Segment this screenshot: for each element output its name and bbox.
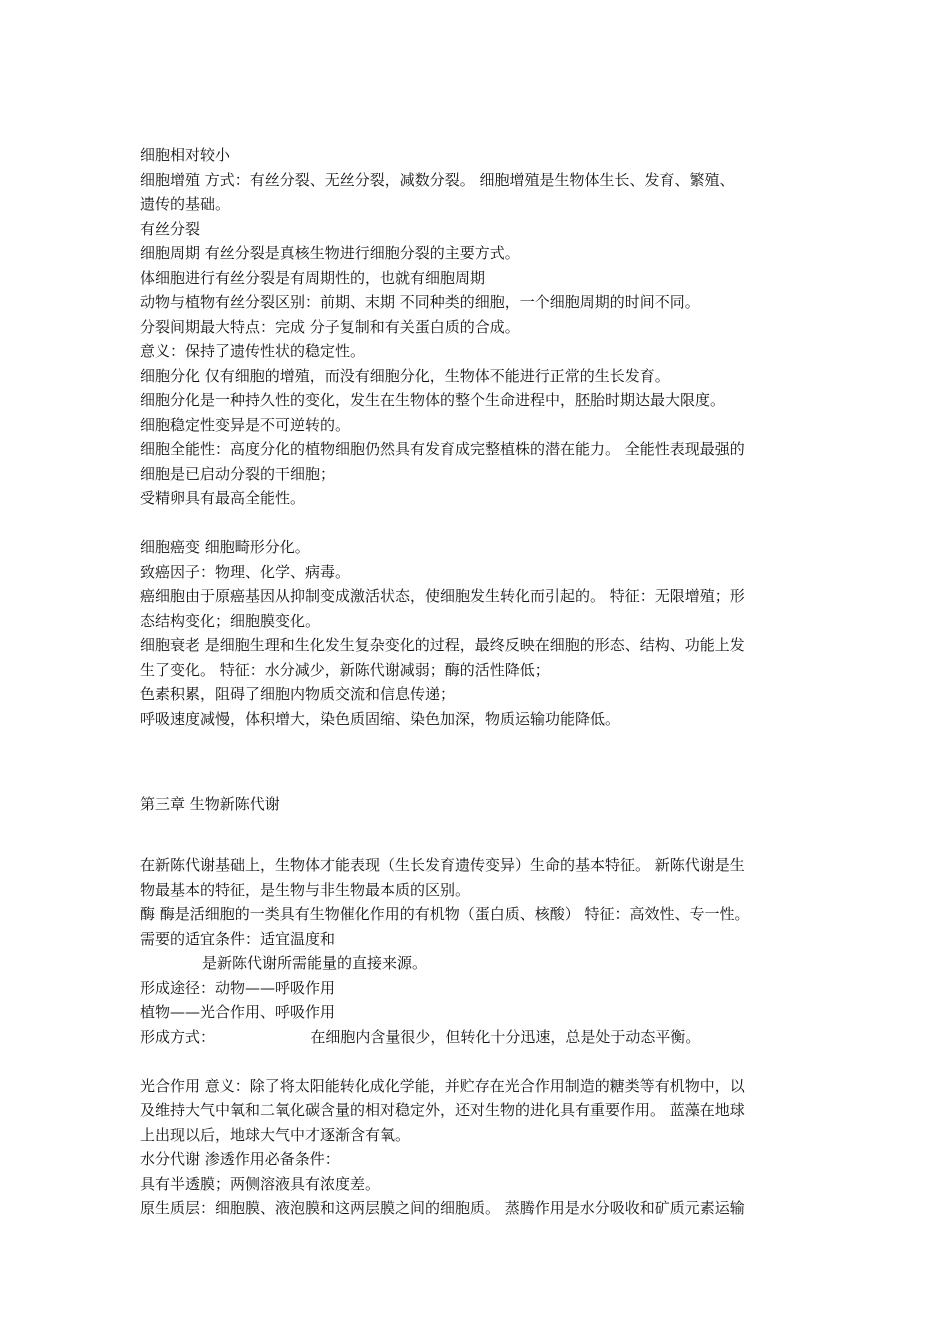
text-line: 细胞是已启动分裂的干细胞； xyxy=(140,464,336,483)
text-line: 致癌因子：物理、化学、病毒。 xyxy=(140,562,351,581)
text-line: 细胞相对较小 xyxy=(140,146,231,164)
text-line: 酶 酶是活细胞的一类具有生物催化作用的有机物（蛋白质、核酸） 特征：高效性、专一性。 xyxy=(140,905,750,923)
text-line: 物最基本的特征，是生物与非生物最本质的区别。 xyxy=(140,880,471,899)
paragraph-gap xyxy=(140,780,820,792)
text-line: 细胞周期 有丝分裂是真核生物进行细胞分裂的主要方式。 xyxy=(140,244,520,262)
text-line: 细胞衰老 是细胞生理和生化发生复杂变化的过程，最终反映在细胞的形态、结构、功能上发 xyxy=(140,636,745,654)
paragraph-gap xyxy=(140,817,820,842)
top-margin xyxy=(140,0,820,143)
text-line: 具有半透膜；两侧溶液具有浓度差。 xyxy=(140,1174,381,1193)
text-line: 分裂间期最大特点：完成 分子复制和有关蛋白质的合成。 xyxy=(140,317,520,336)
text-line: 生了变化。 特征：水分减少，新陈代谢减弱；酶的活性降低； xyxy=(140,660,550,679)
text-line: 需要的适宜条件：适宜温度和 xyxy=(140,929,336,948)
text-line: 植物——光合作用、呼吸作用 xyxy=(140,1003,336,1021)
section-cancer-aging xyxy=(140,535,820,731)
text-line: 细胞全能性：高度分化的植物细胞仍然具有发育成完整植株的潜在能力。 全能性表现最强的 xyxy=(140,440,745,458)
section-cell-division xyxy=(140,143,820,511)
paragraph-gap xyxy=(140,1049,820,1074)
paragraph-gap xyxy=(140,511,820,536)
paragraph-gap xyxy=(140,731,820,780)
document-page xyxy=(140,0,820,1221)
text-line: 是新陈代谢所需能量的直接来源。 xyxy=(140,954,427,972)
text-line: 细胞稳定性变异是不可逆转的。 xyxy=(140,415,351,434)
section-metabolism xyxy=(140,853,820,1049)
text-line: 在新陈代谢基础上，生物体才能表现（生长发育遗传变异）生命的基本特征。 新陈代谢是生 xyxy=(140,856,745,874)
text-line: 遗传的基础。 xyxy=(140,195,231,213)
text-line: 细胞癌变 细胞畸形分化。 xyxy=(140,538,310,556)
text-line: 意义：保持了遗传性状的稳定性。 xyxy=(140,342,366,360)
section-photosynthesis xyxy=(140,1074,820,1221)
text-line: 体细胞进行有丝分裂是有周期性的，也就有细胞周期 xyxy=(140,268,486,287)
text-line: 细胞增殖 方式：有丝分裂、无丝分裂，减数分裂。 细胞增殖是生物体生长、发育、繁殖、 xyxy=(140,170,735,189)
text-line: 呼吸速度减慢，体积增大，染色质固缩、染色加深，物质运输功能降低。 xyxy=(140,709,621,728)
text-line: 动物与植物有丝分裂区别：前期、末期 不同种类的细胞，一个细胞周期的时间不同。 xyxy=(140,293,700,311)
text-line: 受精卵具有最高全能性。 xyxy=(140,489,306,507)
text-line: 色素积累，阻碍了细胞内物质交流和信息传递； xyxy=(140,685,456,703)
chapter-heading: 第三章 生物新陈代谢 xyxy=(140,795,280,813)
text-line: 细胞分化 仅有细胞的增殖，而没有细胞分化，生物体不能进行正常的生长发育。 xyxy=(140,366,670,385)
text-line: 有丝分裂 xyxy=(140,219,201,238)
text-line: 光合作用 意义：除了将太阳能转化成化学能，并贮存在光合作用制造的糖类等有机物中，以 xyxy=(140,1076,745,1095)
text-line: 形成途径：动物——呼吸作用 xyxy=(140,978,336,997)
text-line: 细胞分化是一种持久性的变化，发生在生物体的整个生命进程中，胚胎时期达最大限度。 xyxy=(140,391,726,409)
text-line: 态结构变化；细胞膜变化。 xyxy=(140,611,321,630)
text-line: 形成方式： 在细胞内含量很少，但转化十分迅速，总是处于动态平衡。 xyxy=(140,1027,701,1046)
text-line: 上出现以后，地球大气中才逐渐含有氧。 xyxy=(140,1125,411,1144)
text-line: 及维持大气中氧和二氧化碳含量的相对稳定外，还对生物的进化具有重要作用。 蓝藻在地球 xyxy=(140,1101,745,1119)
text-line: 水分代谢 渗透作用必备条件： xyxy=(140,1150,340,1168)
text-line: 原生质层：细胞膜、液泡膜和这两层膜之间的细胞质。 蒸腾作用是水分吸收和矿质元素运输 xyxy=(140,1199,745,1217)
paragraph-gap xyxy=(140,841,820,853)
text-line: 癌细胞由于原癌基因从抑制变成激活状态，使细胞发生转化而引起的。 特征：无限增殖；形 xyxy=(140,587,745,605)
